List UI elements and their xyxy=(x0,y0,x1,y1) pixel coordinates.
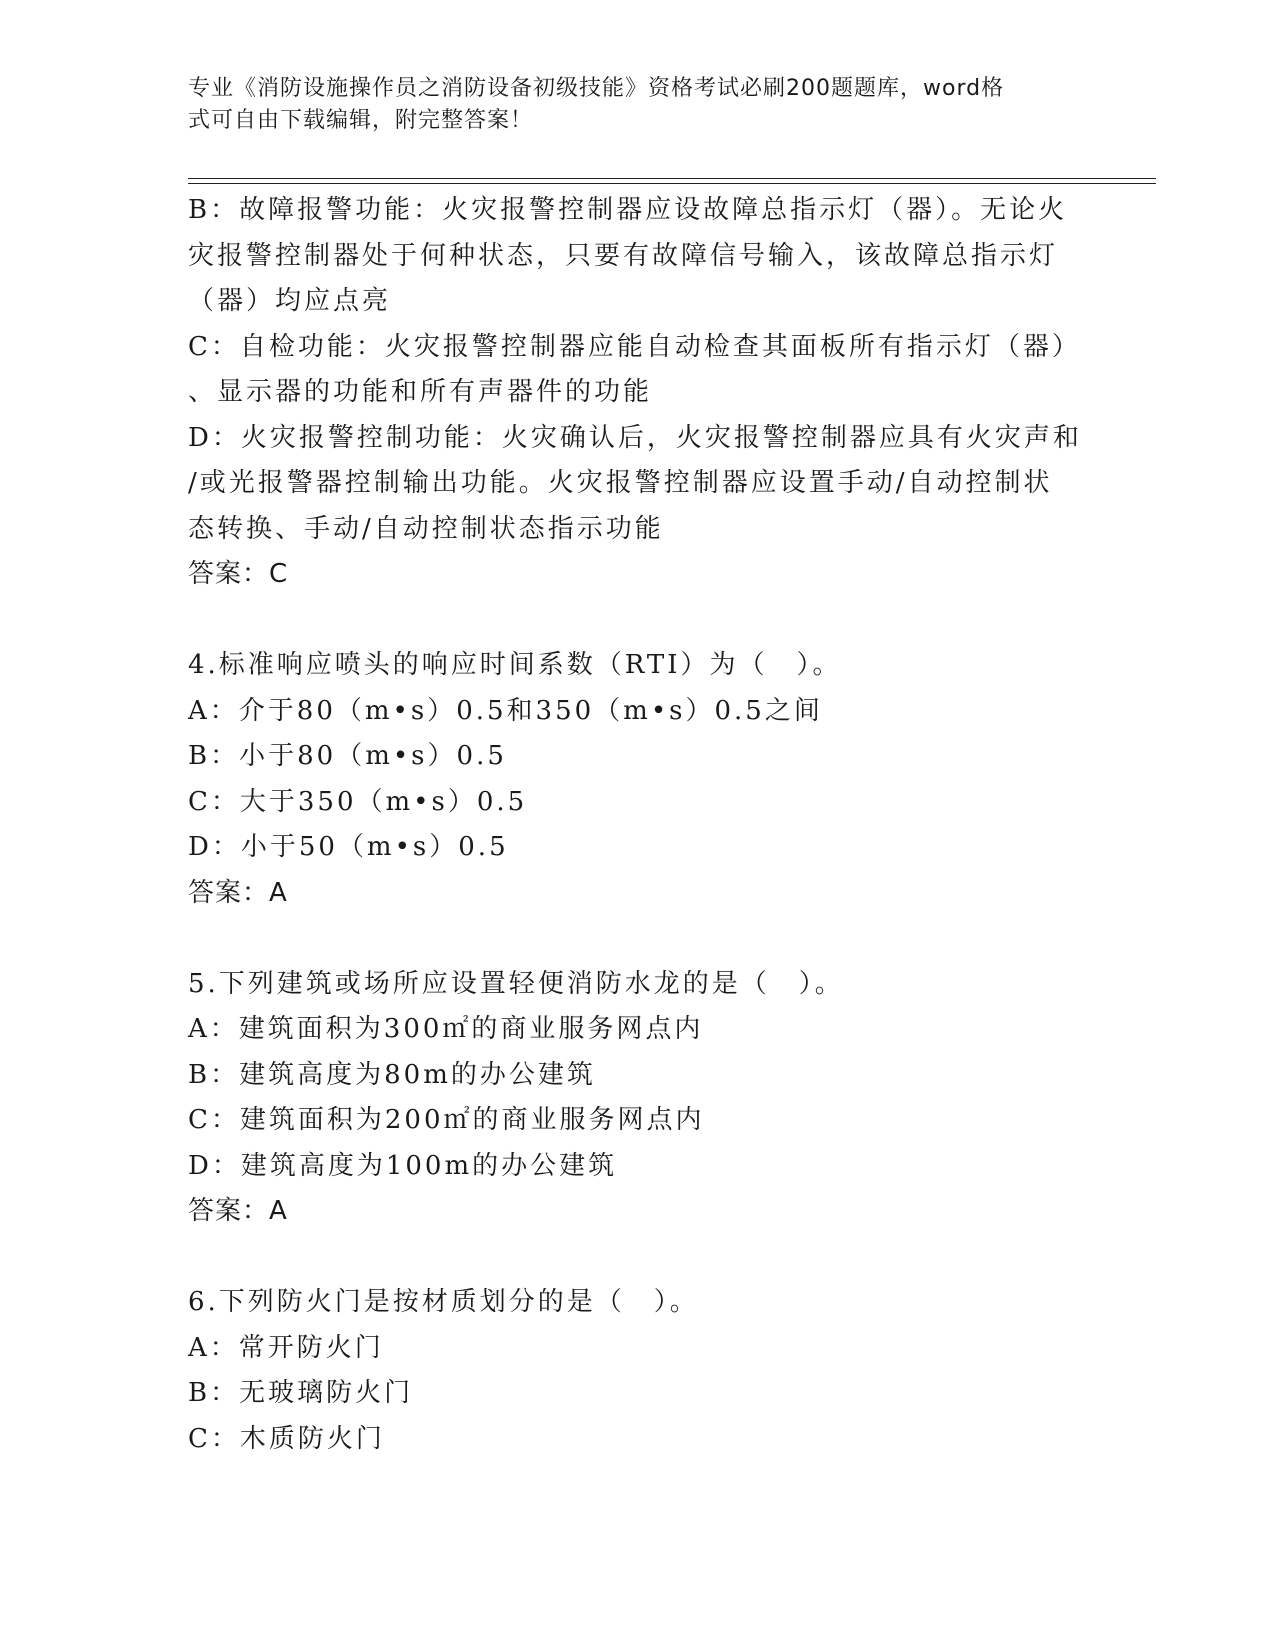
spacer xyxy=(188,1235,1088,1281)
document-header xyxy=(188,73,1068,137)
header-divider-bottom xyxy=(188,183,1156,184)
option-line: C：自检功能：火灾报警控制器应能自动检查其面板所有指示灯（器） xyxy=(188,331,1081,362)
question-4-text: 4.标准响应喷头的响应时间系数（RTI）为（ ）。 xyxy=(188,650,842,680)
option-line: B：故障报警功能：火灾报警控制器应设故障总指示灯（器）。无论火 xyxy=(188,195,1068,225)
header-line-1: 专业《消防设施操作员之消防设备初级技能》资格考试必刷200题题库，word格 xyxy=(188,76,1005,101)
spacer xyxy=(188,916,1088,962)
question-5-text: 5.下列建筑或场所应设置轻便消防水龙的是（ ）。 xyxy=(188,968,844,999)
header-divider-top xyxy=(188,178,1156,179)
question-5-option-b: B：建筑高度为80m的办公建筑 xyxy=(188,1059,596,1090)
question-6-option-b: B：无玻璃防火门 xyxy=(188,1378,414,1408)
option-line: /或光报警器控制输出功能。火灾报警控制器应设置手动/自动控制状 xyxy=(188,468,1053,498)
option-line: 态转换、手动/自动控制状态指示功能 xyxy=(188,513,664,544)
question-5-answer: 答案：A xyxy=(188,1196,288,1226)
question-4-option-a: A：介于80（m•s）0.5和350（m•s）0.5之间 xyxy=(188,695,823,726)
question-4-option-c: C：大于350（m•s）0.5 xyxy=(188,786,528,817)
question-3-option-c xyxy=(188,325,1088,416)
header-line-2: 式可自由下载编辑，附完整答案！ xyxy=(188,108,534,133)
option-line: 、显示器的功能和所有声器件的功能 xyxy=(188,377,653,407)
question-4-option-d: D：小于50（m•s）0.5 xyxy=(188,832,509,862)
question-6-option-c: C：木质防火门 xyxy=(188,1423,385,1454)
option-line: D：火灾报警控制功能：火灾确认后，火灾报警控制器应具有火灾声和 xyxy=(188,422,1082,453)
question-6-option-a: A：常开防火门 xyxy=(188,1332,384,1363)
question-content xyxy=(188,188,1088,1462)
question-4-option-b: B：小于80（m•s）0.5 xyxy=(188,741,507,771)
question-5-option-c: C：建筑面积为200㎡的商业服务网点内 xyxy=(188,1105,705,1135)
option-line: （器）均应点亮 xyxy=(188,286,392,316)
question-3-answer: 答案：C xyxy=(188,559,289,589)
question-3-option-d xyxy=(188,416,1088,553)
question-5-option-a: A：建筑面积为300㎡的商业服务网点内 xyxy=(188,1014,704,1044)
question-5-option-d: D：建筑高度为100m的办公建筑 xyxy=(188,1150,618,1181)
spacer xyxy=(188,598,1088,644)
option-line: 灾报警控制器处于何种状态，只要有故障信号输入，该故障总指示灯 xyxy=(188,240,1059,271)
question-6-text: 6.下列防火门是按材质划分的是（ ）。 xyxy=(188,1287,699,1317)
question-3-option-b xyxy=(188,188,1088,325)
question-4-answer: 答案：A xyxy=(188,877,288,908)
